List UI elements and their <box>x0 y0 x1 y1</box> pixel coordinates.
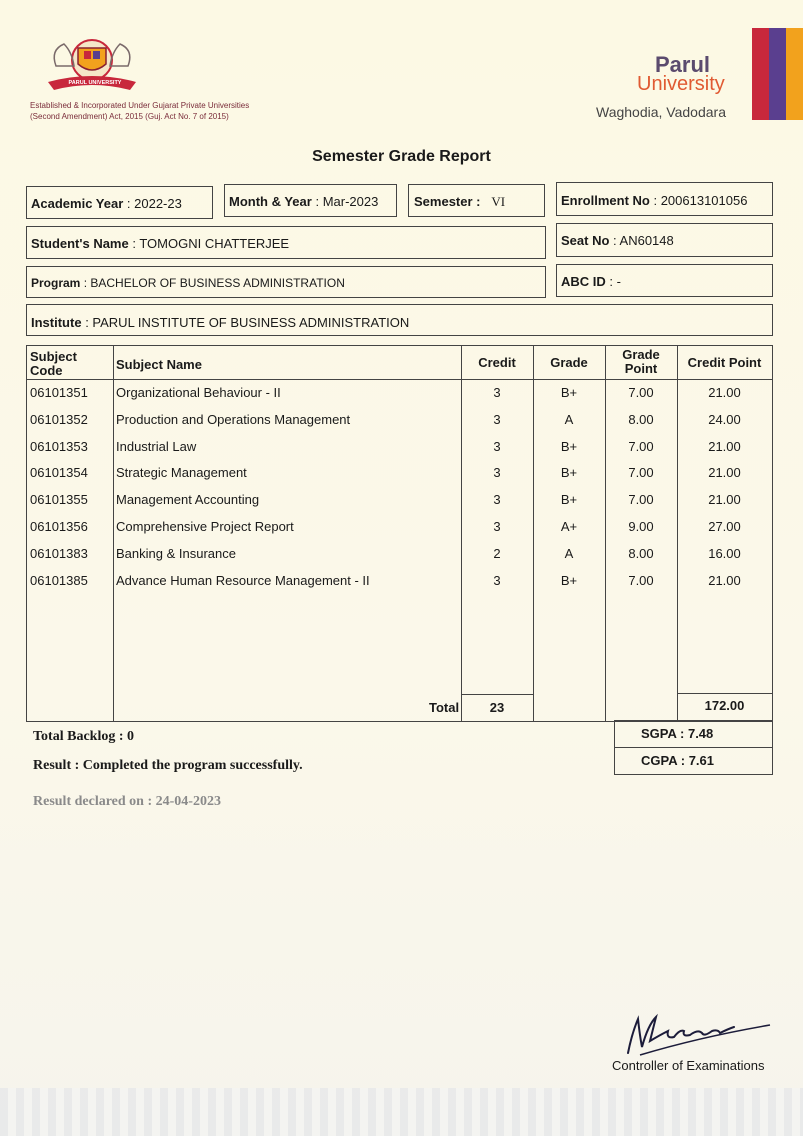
cell-grade: B+ <box>560 492 578 508</box>
header-credit-point: Credit Point <box>687 355 762 370</box>
cell-cp: 21.00 <box>708 385 741 400</box>
grade-table <box>26 345 773 722</box>
cell-gp: 9.00 <box>628 519 654 534</box>
month-year-box <box>224 184 397 217</box>
header-subject-code-line2: Code <box>30 363 63 378</box>
university-logo <box>38 36 146 98</box>
cell-credit: 3 <box>493 385 501 400</box>
cell-name: Management Accounting <box>116 492 260 508</box>
seat-value: : AN60148 <box>613 233 674 248</box>
academic-year-label: Academic Year <box>31 196 124 211</box>
abc-id-value: : - <box>609 274 621 289</box>
security-strip <box>0 1088 803 1136</box>
establishment-note <box>30 100 310 122</box>
cell-cp: 21.00 <box>708 572 741 588</box>
column-divider <box>113 346 114 721</box>
gpa-box <box>614 720 773 775</box>
cell-code: 06101383 <box>30 545 88 561</box>
cgpa-label: CGPA : <box>641 753 686 768</box>
program-box <box>26 266 546 298</box>
header-credit: Credit <box>478 355 516 370</box>
student-name-value: : TOMOGNI CHATTERJEE <box>132 236 290 251</box>
program-label: Program <box>31 276 81 290</box>
controller-signature <box>620 1005 780 1060</box>
month-year-value: : Mar-2023 <box>315 194 379 209</box>
cell-gp: 8.00 <box>628 545 654 561</box>
cell-code: 06101351 <box>30 385 88 400</box>
gpa-divider <box>615 747 772 748</box>
academic-year-value: : 2022-23 <box>126 196 182 211</box>
cell-name: Industrial Law <box>116 438 197 454</box>
header-divider <box>27 379 772 380</box>
cell-credit: 3 <box>493 438 501 454</box>
total-cp-divider <box>677 693 772 694</box>
semester-box <box>408 184 545 217</box>
cell-grade: B+ <box>560 385 578 400</box>
header-grade: Grade <box>550 355 588 370</box>
semester-label: Semester : <box>414 194 481 209</box>
cell-cp: 16.00 <box>708 545 741 561</box>
brand-stripe-purple <box>769 28 786 120</box>
cell-cp: 21.00 <box>708 438 741 454</box>
total-credit: 23 <box>489 700 505 715</box>
cell-credit: 3 <box>493 411 501 427</box>
logo-ribbon-text: PARUL UNIVERSITY <box>68 80 122 86</box>
cell-grade: B+ <box>560 572 578 588</box>
cell-grade: A <box>564 545 574 561</box>
cell-name: Advance Human Resource Management - II <box>116 572 370 588</box>
brand-stripe-orange <box>786 28 803 120</box>
result-declared: Result declared on : 24-04-2023 <box>33 794 221 809</box>
seat-label: Seat No <box>561 233 610 248</box>
cell-gp: 7.00 <box>628 438 654 454</box>
cell-cp: 27.00 <box>708 519 741 534</box>
cell-credit: 3 <box>493 465 501 481</box>
cell-cp: 21.00 <box>708 465 741 481</box>
enrollment-box <box>556 182 773 216</box>
cell-credit: 3 <box>493 572 501 588</box>
cell-gp: 7.00 <box>628 572 654 588</box>
cell-code: 06101352 <box>30 411 88 427</box>
cell-credit: 3 <box>493 519 501 534</box>
semester-value: VI <box>491 194 506 209</box>
total-backlog: Total Backlog : 0 <box>33 729 134 744</box>
seat-box <box>556 223 773 257</box>
student-name-box <box>26 226 546 259</box>
cell-code: 06101385 <box>30 572 88 588</box>
enrollment-label: Enrollment No <box>561 193 650 208</box>
month-year-label: Month & Year <box>229 194 312 209</box>
cgpa-value: 7.61 <box>688 753 714 768</box>
cell-code: 06101353 <box>30 438 88 454</box>
institute-value: : PARUL INSTITUTE OF BUSINESS ADMINISTRATION <box>85 315 410 330</box>
institute-label: Institute <box>31 315 82 330</box>
brand-name: Parul <box>655 52 711 77</box>
cell-code: 06101354 <box>30 465 88 481</box>
brand-suffix: University <box>637 73 725 95</box>
cell-grade: A <box>564 411 574 427</box>
abc-id-box <box>556 264 773 297</box>
cell-grade: B+ <box>560 438 578 454</box>
header-grade-point-line2: Point <box>624 361 658 376</box>
result-text: Result : Completed the program successfully. <box>33 758 303 773</box>
cell-name: Organizational Behaviour - II <box>116 385 281 400</box>
cell-gp: 8.00 <box>628 411 654 427</box>
header-grade-point <box>605 348 677 376</box>
university-location: Waghodia, Vadodara <box>596 104 726 120</box>
cell-code: 06101356 <box>30 519 88 534</box>
report-title: Semester Grade Report <box>312 148 491 165</box>
cell-name: Production and Operations Management <box>116 411 351 427</box>
cell-cp: 21.00 <box>708 492 741 508</box>
cell-name: Comprehensive Project Report <box>116 519 294 534</box>
cell-code: 06101355 <box>30 492 88 508</box>
header-subject-name: Subject Name <box>116 357 202 372</box>
cell-credit: 2 <box>493 545 501 561</box>
total-credit-divider <box>461 694 533 695</box>
establishment-line-2: (Second Amendment) Act, 2015 (Guj. Act No. 7 of 2015) <box>30 112 229 121</box>
establishment-line-1: Established & Incorporated Under Gujarat Private Universities <box>30 101 250 110</box>
cell-grade: A+ <box>560 519 578 534</box>
student-name-label: Student's Name <box>31 236 129 251</box>
header-subject-code-line1: Subject <box>30 349 77 364</box>
program-value: : BACHELOR OF BUSINESS ADMINISTRATION <box>83 276 345 290</box>
institute-box <box>26 304 773 336</box>
sgpa-value: 7.48 <box>687 726 714 741</box>
abc-id-label: ABC ID <box>561 274 606 289</box>
header-subject-code <box>30 350 77 378</box>
total-label: Total <box>429 700 460 715</box>
cell-name: Strategic Management <box>116 465 247 481</box>
cell-name: Banking & Insurance <box>116 545 236 561</box>
cell-gp: 7.00 <box>628 465 654 481</box>
cell-cp: 24.00 <box>708 411 741 427</box>
cell-gp: 7.00 <box>628 492 654 508</box>
cell-gp: 7.00 <box>628 385 654 400</box>
controller-title: Controller of Examinations <box>612 1058 765 1073</box>
brand-stripe-red <box>752 28 769 120</box>
cell-grade: B+ <box>560 465 578 481</box>
total-credit-point: 172.00 <box>704 698 745 713</box>
academic-year-box <box>26 186 213 219</box>
header-grade-point-line1: Grade <box>622 347 660 362</box>
enrollment-value: : 200613101056 <box>653 193 748 208</box>
sgpa-label: SGPA : <box>641 726 685 741</box>
cell-credit: 3 <box>493 492 501 508</box>
